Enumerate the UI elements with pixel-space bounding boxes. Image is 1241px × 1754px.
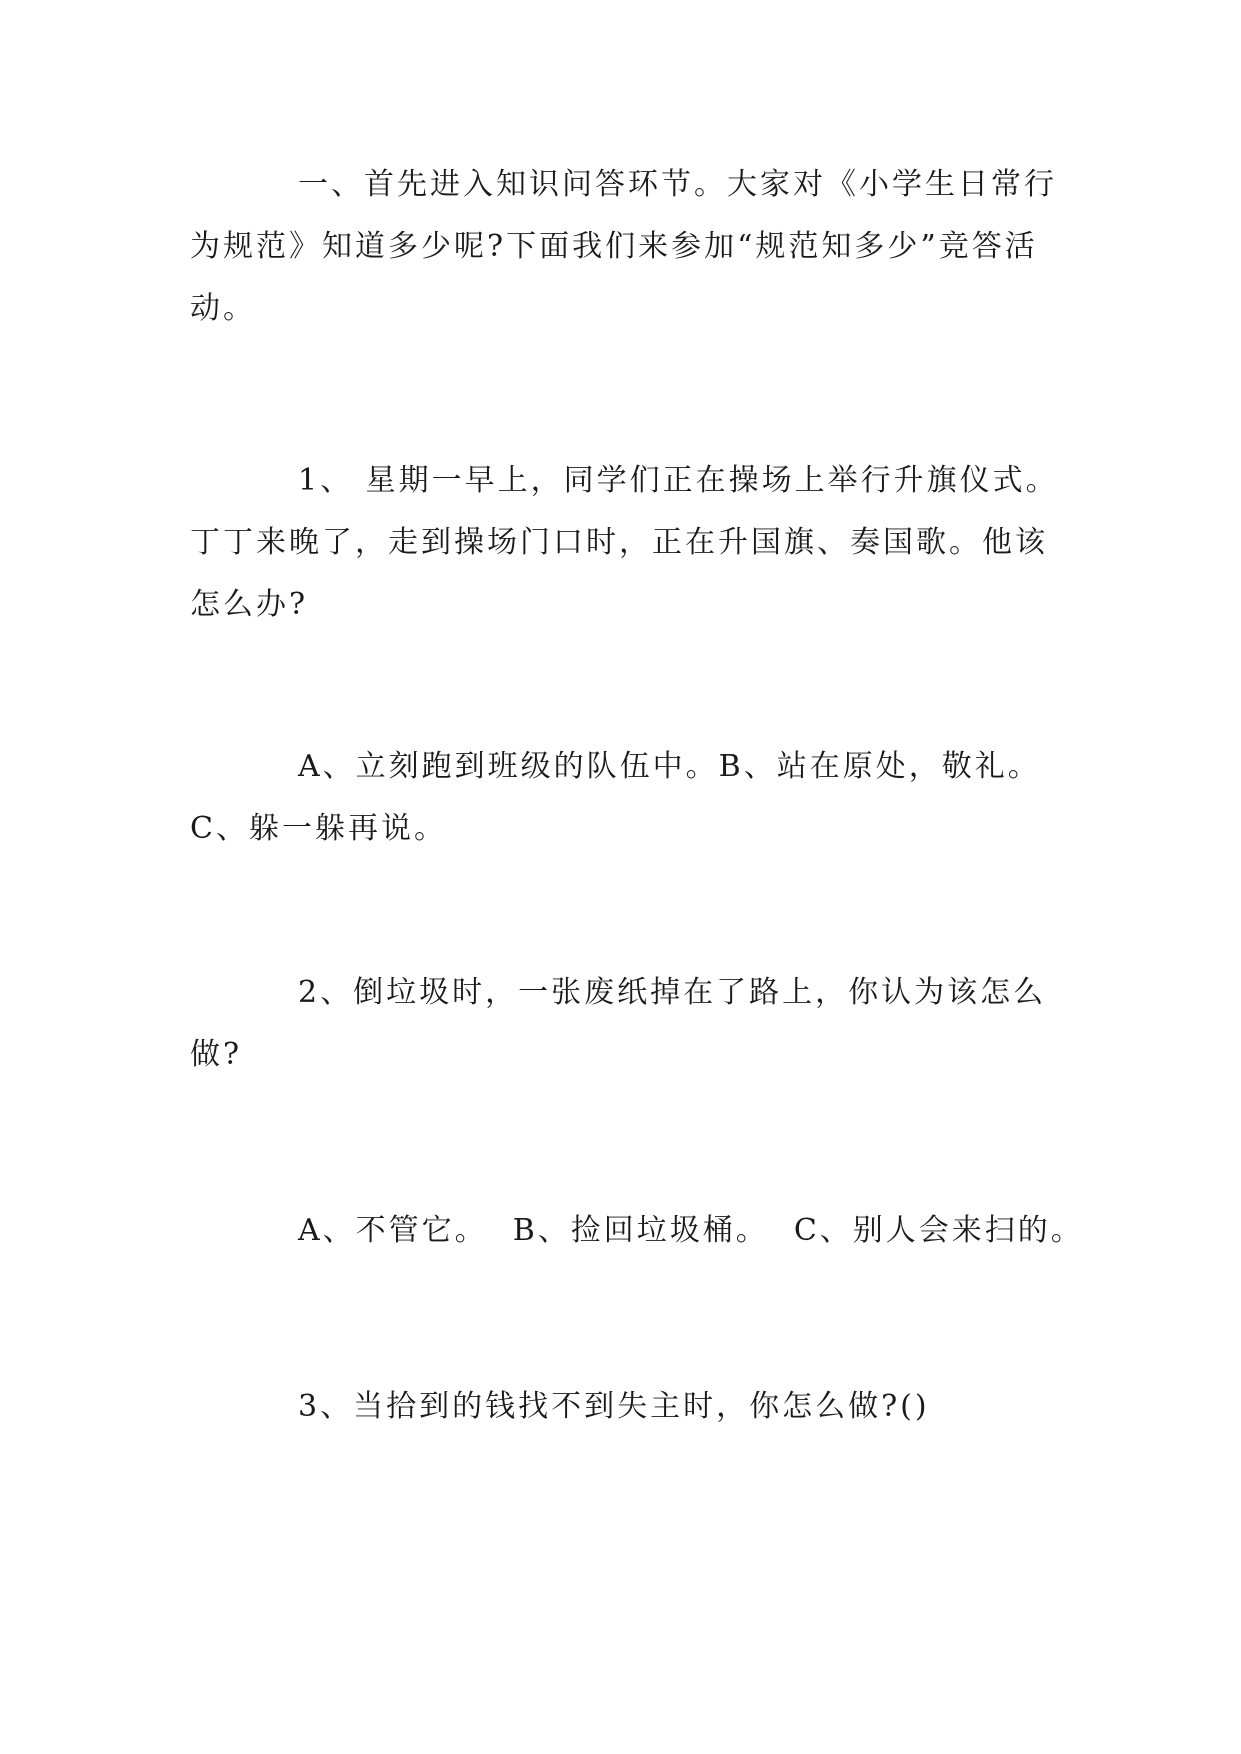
- question-2-options: A、不管它。 B、捡回垃圾桶。 C、别人会来扫的。: [298, 1213, 1084, 1248]
- question-3: 3、当拾到的钱找不到失主时，你怎么做?(): [298, 1389, 930, 1424]
- question-2: 2、倒垃圾时，一张废纸掉在了路上，你认为该怎么做?: [190, 975, 1047, 1072]
- question-1: 1、 星期一早上，同学们正在操场上举行升旗仪式。丁丁来晚了，走到操场门口时，正在升国旗、奏国歌。他该怎么办?: [190, 463, 1059, 622]
- intro-paragraph: 一、首先进入知识问答环节。大家对《小学生日常行为规范》知道多少呢?下面我们来参加“规范知多少”竞答活动。: [190, 167, 1057, 326]
- question-1-options: A、立刻跑到班级的队伍中。B、站在原处，敬礼。C、躲一躲再说。: [190, 749, 1041, 846]
